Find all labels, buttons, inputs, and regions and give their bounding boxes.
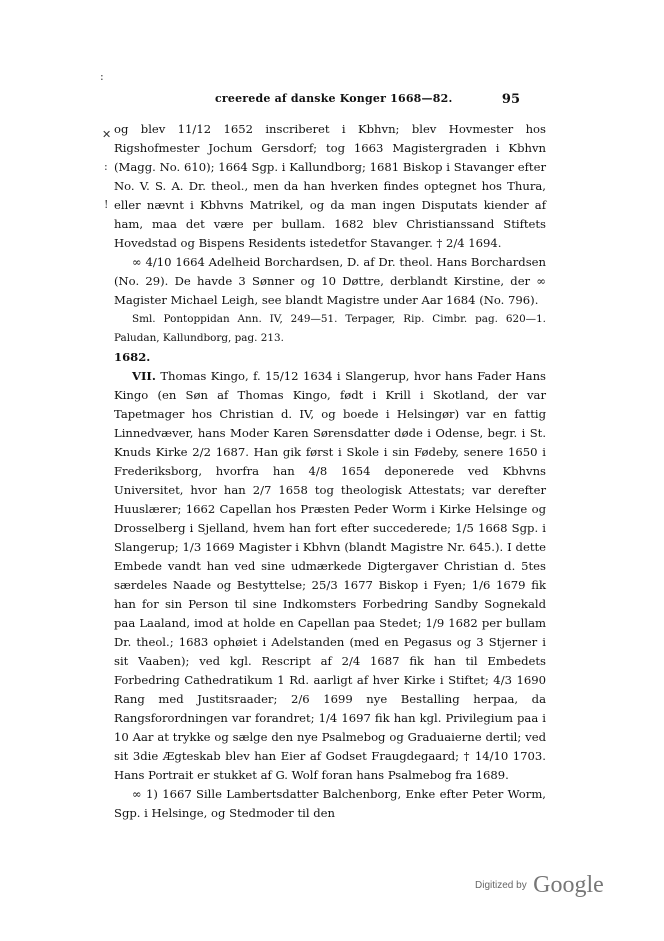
entry-paragraph [114,367,546,785]
margin-mark: : [100,70,104,83]
source-reference: Sml. Pontoppidan Ann. IV, 249—51. Terpager, Rip. Cimbr. pag. 620—1. Paludan, Kallundborg, pag. 213. [114,313,546,344]
page-header [120,92,520,108]
year-heading: 1682. [114,350,151,364]
margin-mark: : [104,160,108,173]
margin-mark: ! [104,198,109,211]
body-text [114,120,546,823]
digitized-by-google [475,872,604,899]
margin-mark: ✕ [102,128,112,141]
running-head: creerede af danske Konger 1668—82. [215,92,453,105]
digitized-label: Digitized by [475,880,527,891]
spouse-line: ∞ 1) 1667 Sille Lambertsdatter Balchenborg, Enke efter Peter Worm, Sgp. i Helsinge, og Stedmoder til den [114,787,546,820]
entry-number: VII. [132,369,156,383]
google-logo: Google [533,872,604,898]
page-number: 95 [501,92,520,107]
paragraph: ∞ 4/10 1664 Adelheid Borchardsen, D. af Dr. theol. Hans Borchardsen (No. 29). De havde 3 Sønner og 10 Døttre, derblandt Kirstine, der ∞ Magister Michael Leigh, see blandt Magistre under Aar 1684 (No. 796). [114,255,546,307]
entry-text: Thomas Kingo, f. 15/12 1634 i Slangerup, hvor hans Fader Hans Kingo (en Søn af Thomas Kingo, født i Krill i Skotland, der var Tapetmager hos Christian d. IV, og boede i Helsingør) var en fattig Linnedvæver, hans Moder Karen Sørensdatter døde i Odense, begr. i St. Knuds Kirke 2/2 1687. Han gik først i Skole i sin Fødeby, senere 1650 i Frederiksborg, hvorfra han 4/8 1654 deponerede ved Kbhvns Universitet, hvor han 2/7 1658 tog theologisk Attestats; var derefter Huuslærer; 1662 Capellan hos Præsten Peder Worm i Kirke Helsinge og Drosselberg i Sjelland, hvem han fort efter succederede; 1/5 1668 Sgp. i Slangerup; 1/3 1669 Magister i Kbhvn (blandt Magistre Nr. 645.). I dette Embede vandt han ved sine udmærkede Digtergaver Christian d. 5tes særdeles Naade og Bestyttelse; 25/3 1677 Biskop i Fyen; 1/6 1679 fik han for sin Person til sine Indkomsters Forbedring Sandby Sognekald paa Laaland, imod at holde en Capellan paa Stedet; 1/9 1682 per bullam Dr. theol.; 1683 ophøiet i Adelstanden (med en Pegasus og 3 Stjerner i sit Vaaben); ved kgl. Rescript af 2/4 1687 fik han til Embedets Forbedring Cathedratikum 1 Rd. aarligt af hver Kirke i Stiftet; 4/3 1690 Rang med Justitsraader; 2/6 1699 nye Bestalling herpaa, da Rangsforordningen var forandret; 1/4 1697 fik han kgl. Privilegium paa i 10 Aar at trykke og sælge den nye Psalmebog og Graduaierne dertil; ved sit 3die Ægteskab blev han Eier af Godset Fraugdegaard; † 14/10 1703. Hans Portrait er stukket af G. Wolf foran hans Psalmebog fra 1689. [114,369,546,782]
paragraph: og blev 11/12 1652 inscriberet i Kbhvn; blev Hovmester hos Rigshofmester Jochum Gersdorf; tog 1663 Magistergraden i Kbhvn (Magg. No. 610); 1664 Sgp. i Kallundborg; 1681 Biskop i Stavanger efter No. V. S. A. Dr. theol., men da han hverken findes optegnet hos Thura, eller nævnt i Kbhvns Matrikel, og da man ingen Disputats kiender af ham, maa det være per bullam. 1682 blev Christianssand Stiftets Hovedstad og Bispens Residents istedetfor Stavanger. † 2/4 1694. [114,122,546,250]
